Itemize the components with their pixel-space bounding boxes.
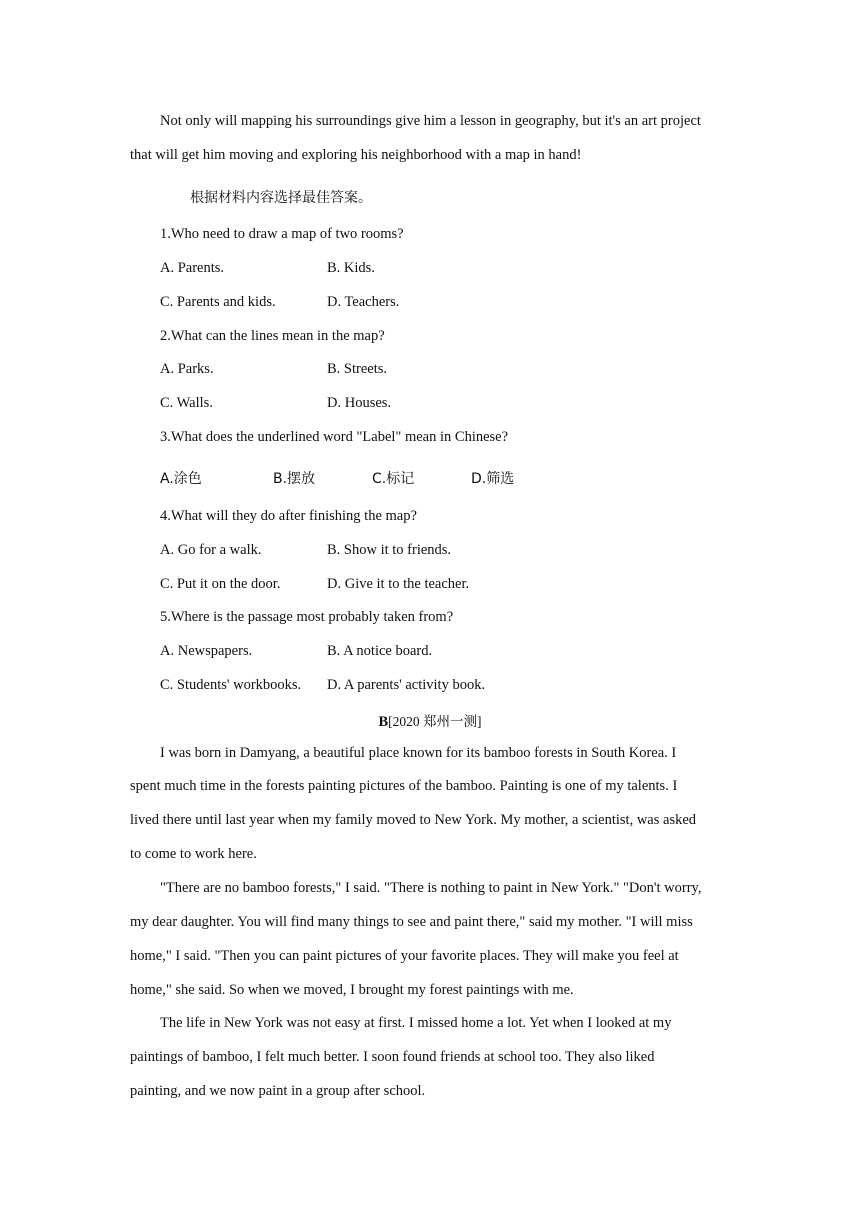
q1-option-b: B. Kids. — [327, 260, 375, 276]
q2-option-c: C. Walls. — [160, 395, 213, 411]
passage-p3-line-1: The life in New York was not easy at first. I missed home a lot. Yet when I looked at my — [160, 1015, 672, 1031]
q5-option-c: C. Students' workbooks. — [160, 677, 302, 693]
q1-option-d: D. Teachers. — [327, 294, 400, 310]
q3-option-a: A.涂色 — [160, 471, 202, 487]
passage-p1-line-2: spent much time in the forests painting pictures of the bamboo. Painting is one of my talents. I — [130, 778, 678, 794]
passage-p1-line-1: I was born in Damyang, a beautiful place known for its bamboo forests in South Korea. I — [160, 745, 677, 761]
section-letter: B — [378, 714, 389, 730]
q5-option-b: B. A notice board. — [327, 643, 433, 659]
q3-option-b: B.摆放 — [273, 471, 316, 487]
intro-line-1: Not only will mapping his surroundings give him a lesson in geography, but it's an art project — [160, 113, 701, 129]
question-5: 5.Where is the passage most probably taken from? — [160, 609, 454, 625]
q2-option-a: A. Parks. — [160, 361, 214, 377]
question-4: 4.What will they do after finishing the map? — [160, 508, 417, 524]
instruction: 根据材料内容选择最佳答案。 — [190, 190, 372, 206]
q3-option-c: C.标记 — [372, 471, 415, 487]
question-1: 1.Who need to draw a map of two rooms? — [160, 226, 404, 242]
passage-p2-line-3: home," I said. "Then you can paint pictures of your favorite places. They will make you feel at — [130, 948, 679, 964]
q4-option-a: A. Go for a walk. — [160, 542, 262, 558]
passage-p2-line-1: "There are no bamboo forests," I said. "There is nothing to paint in New York." "Don't worry, — [160, 880, 702, 896]
passage-p3-line-2: paintings of bamboo, I felt much better. I soon found friends at school too. They also liked — [130, 1049, 655, 1065]
section-source: [2020 郑州一测] — [388, 714, 482, 729]
q5-option-d: D. A parents' activity book. — [327, 677, 486, 693]
q1-option-a: A. Parents. — [160, 260, 225, 276]
q3-option-d: D.筛选 — [471, 471, 515, 487]
q4-option-d: D. Give it to the teacher. — [327, 576, 470, 592]
q4-option-c: C. Put it on the door. — [160, 576, 281, 592]
passage-p1-line-3: lived there until last year when my family moved to New York. My mother, a scientist, was asked — [130, 812, 697, 828]
passage-p1-line-4: to come to work here. — [130, 846, 257, 862]
q5-option-a: A. Newspapers. — [160, 643, 253, 659]
q2-option-d: D. Houses. — [327, 395, 392, 411]
q1-option-c: C. Parents and kids. — [160, 294, 276, 310]
question-3: 3.What does the underlined word "Label" mean in Chinese? — [160, 429, 509, 445]
section-heading — [0, 710, 860, 731]
passage-p2-line-2: my dear daughter. You will find many things to see and paint there," said my mother. "I will miss — [130, 914, 693, 930]
q2-option-b: B. Streets. — [327, 361, 388, 377]
passage-p3-line-3: painting, and we now paint in a group after school. — [130, 1083, 426, 1099]
question-2: 2.What can the lines mean in the map? — [160, 328, 385, 344]
passage-p2-line-4: home," she said. So when we moved, I brought my forest paintings with me. — [130, 982, 574, 998]
intro-line-2: that will get him moving and exploring his neighborhood with a map in hand! — [130, 147, 582, 163]
q4-option-b: B. Show it to friends. — [327, 542, 452, 558]
